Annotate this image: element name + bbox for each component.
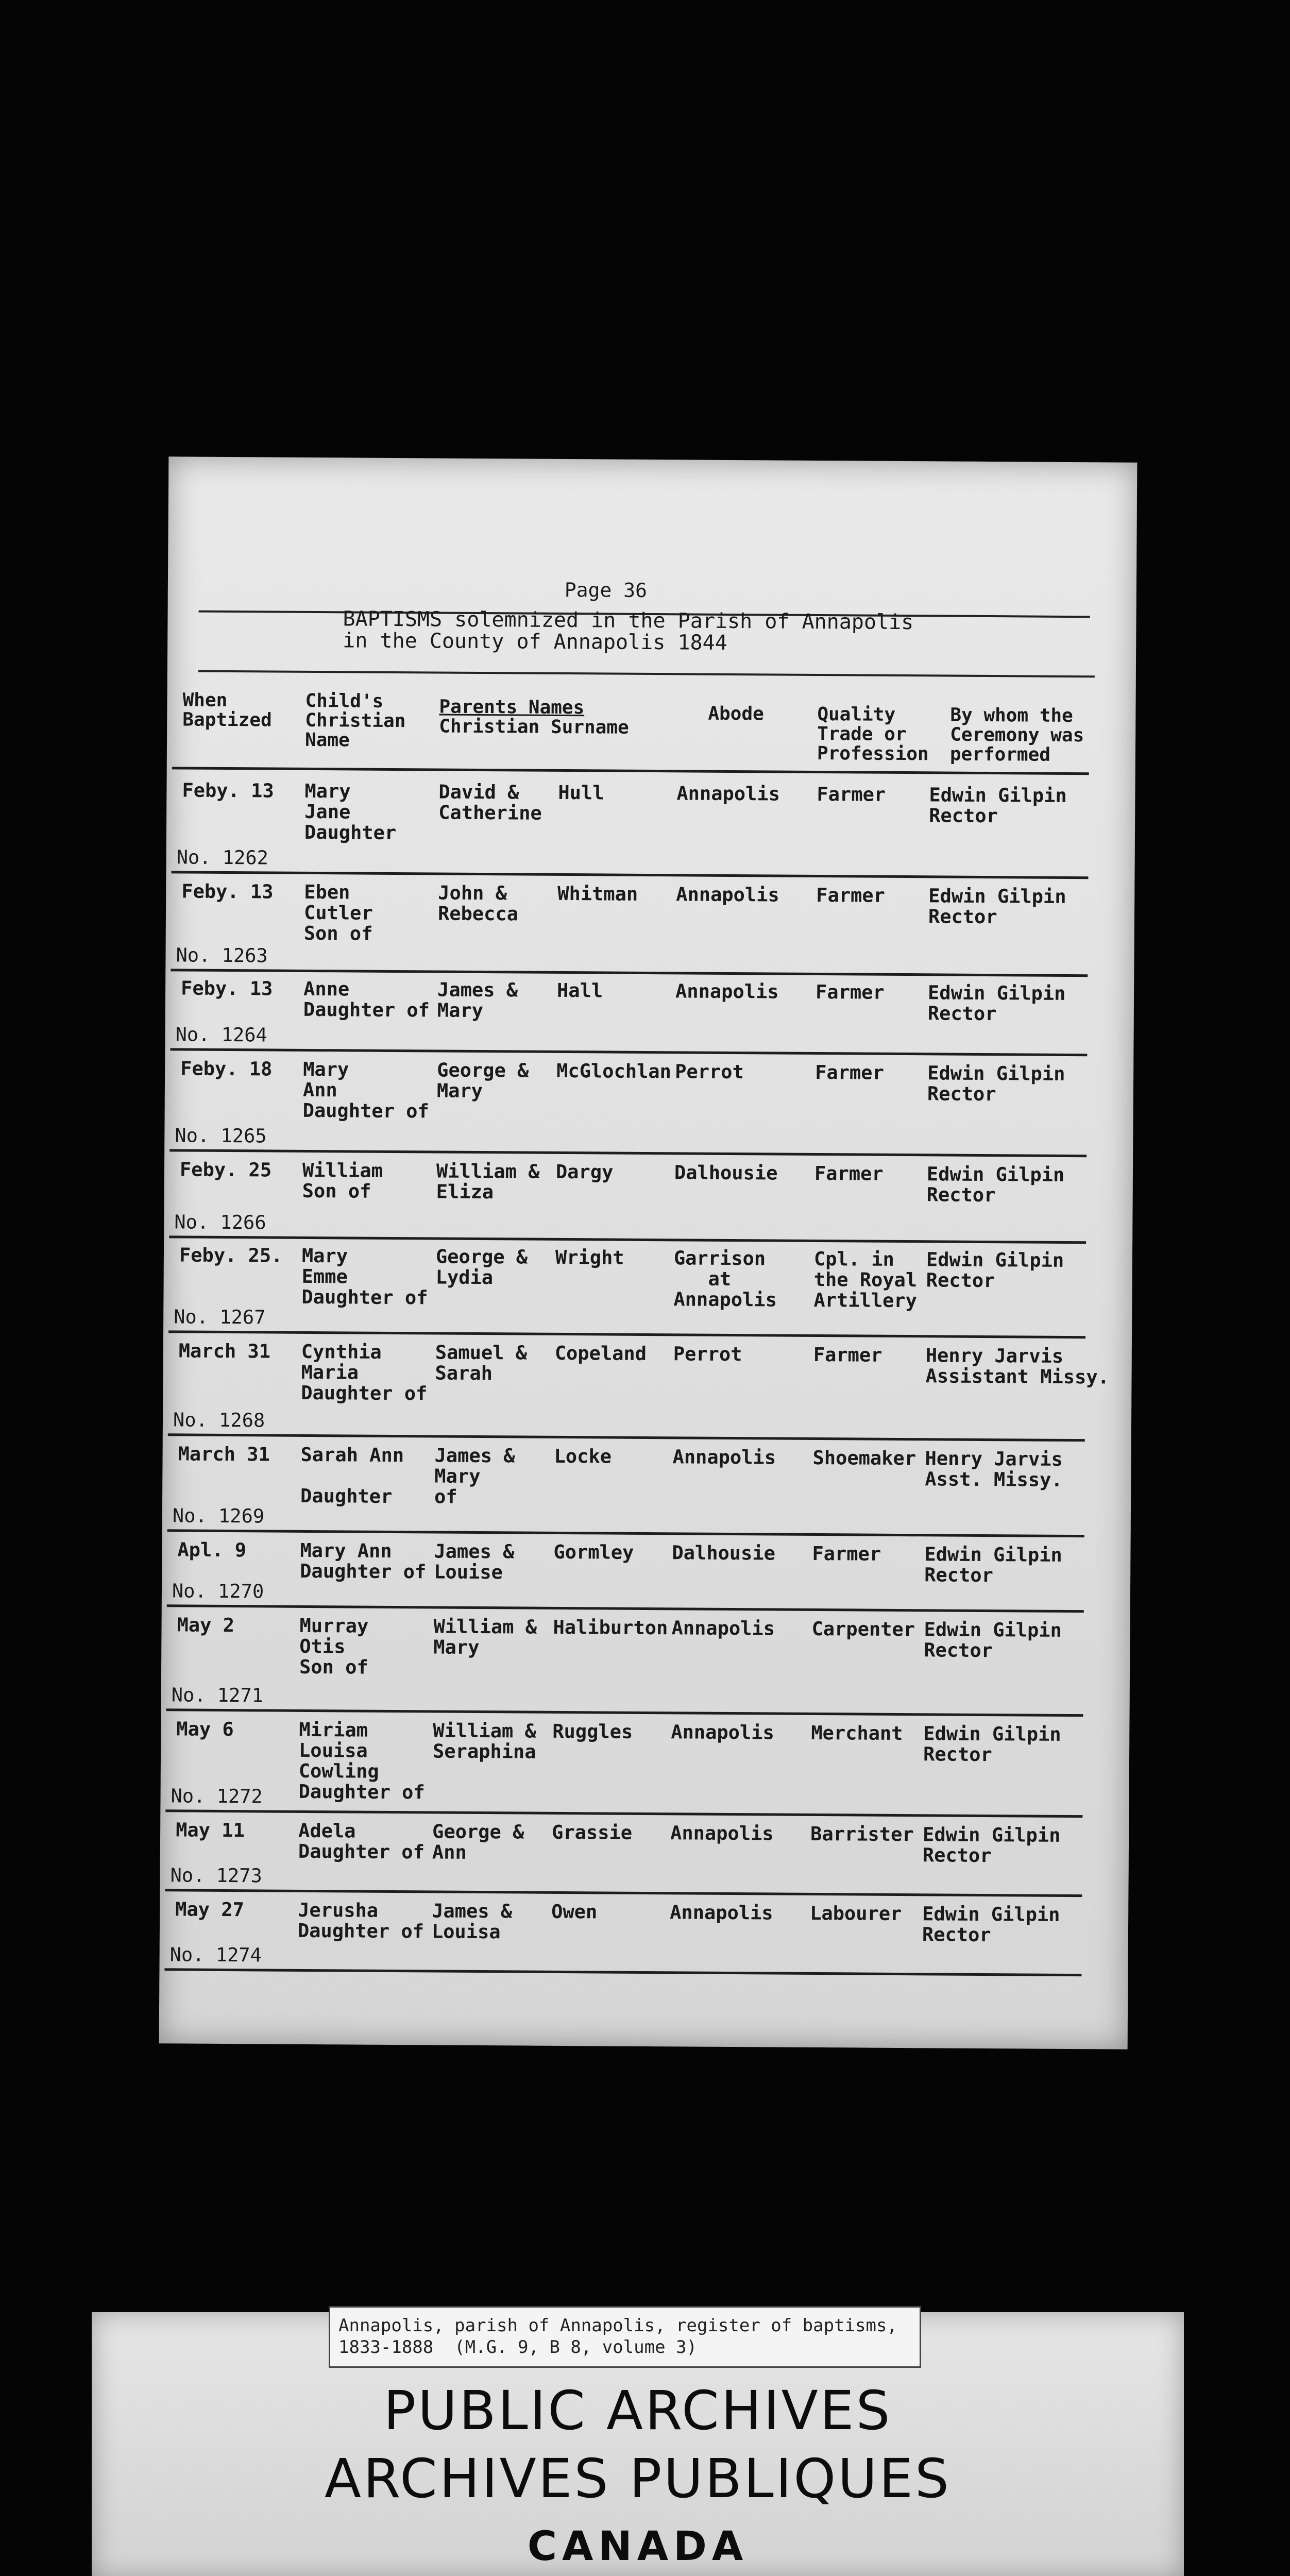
entry-surname: Whitman: [557, 882, 638, 905]
canada-heading: CANADA: [527, 2523, 749, 2570]
entry-number: No. 1271: [171, 1684, 264, 1707]
entry-surname: Copeland: [554, 1342, 647, 1365]
archives-label-card: [92, 2312, 1184, 2576]
entry-date: Apl. 9: [177, 1538, 247, 1562]
entry-abode: Annapolis: [672, 1446, 776, 1469]
header-child-name: Child's Christian Name: [304, 690, 406, 751]
entry-child-name: Adela Daughter of: [298, 1819, 425, 1863]
entry-parents: George & Mary: [436, 1059, 529, 1103]
entry-date: Feby. 18: [180, 1057, 273, 1080]
entry-parents: George & Lydia: [435, 1245, 528, 1289]
entry-child-name: Mary Emme Daughter of: [301, 1244, 428, 1309]
entry-quality: Labourer: [810, 1902, 902, 1925]
row-divider: [171, 871, 1088, 879]
entry-child-name: Sarah Ann Daughter: [300, 1443, 404, 1507]
entry-quality: Merchant: [811, 1721, 903, 1745]
entry-quality: Carpenter: [811, 1617, 915, 1641]
entry-abode: Annapolis: [671, 1721, 774, 1744]
title-line-1: BAPTISMS solemnized in the Parish of Annapolis: [343, 607, 914, 635]
row-divider: [168, 1433, 1085, 1442]
entry-abode: Annapolis: [671, 1617, 775, 1640]
register-title: [343, 608, 913, 655]
entry-date: May 11: [176, 1819, 245, 1842]
row-divider: [169, 1149, 1087, 1157]
entry-child-name: Eben Cutler Son of: [303, 880, 373, 945]
entry-number: No. 1272: [171, 1785, 263, 1808]
entry-officiant: Edwin Gilpin Rector: [927, 981, 1066, 1025]
entry-date: May 2: [177, 1614, 235, 1637]
row-divider: [171, 969, 1088, 977]
entry-quality: Farmer: [814, 1162, 884, 1185]
row-divider: [167, 1529, 1084, 1537]
entry-quality: Farmer: [812, 1542, 881, 1565]
title-line-2: in the County of Annapolis 1844: [343, 629, 727, 655]
row-divider: [170, 1048, 1087, 1056]
entry-date: Feby. 13: [182, 779, 274, 802]
entry-officiant: Edwin Gilpin Rector: [928, 885, 1066, 928]
archives-publiques-heading: ARCHIVES PUBLIQUES: [324, 2447, 952, 2510]
entry-number: No. 1267: [174, 1306, 266, 1329]
entry-number: No. 1273: [170, 1864, 262, 1887]
entry-number: No. 1263: [176, 944, 268, 967]
register-page: [159, 456, 1138, 2049]
entry-parents: James & Louise: [434, 1540, 515, 1584]
entry-quality: Farmer: [817, 783, 886, 806]
entry-date: March 31: [178, 1340, 271, 1363]
entry-child-name: Mary Jane Daughter: [304, 779, 397, 844]
header-when-baptized: When Baptized: [182, 689, 272, 731]
entry-surname: Hull: [558, 781, 604, 804]
entry-parents: John & Rebecca: [437, 882, 519, 925]
entry-abode: Annapolis: [675, 980, 779, 1003]
entry-surname: Grassie: [551, 1821, 633, 1844]
entry-child-name: Miriam Louisa Cowling Daughter of: [298, 1718, 425, 1804]
page-number: Page 36: [564, 578, 648, 602]
entry-quality: Farmer: [813, 1343, 882, 1366]
entry-number: No. 1268: [173, 1409, 265, 1432]
entry-surname: Locke: [554, 1445, 612, 1468]
entry-date: March 31: [178, 1443, 270, 1466]
entry-quality: Cpl. in the Royal Artillery: [813, 1247, 918, 1312]
entry-parents: James & Louisa: [431, 1900, 513, 1943]
entry-number: No. 1262: [176, 846, 269, 869]
entry-parents: George & Ann: [432, 1820, 524, 1863]
entry-parents: James & Mary: [437, 978, 518, 1022]
entry-officiant: Edwin Gilpin Rector: [923, 1722, 1061, 1766]
entry-child-name: Mary Ann Daughter of: [300, 1539, 427, 1583]
entry-quality: Barrister: [810, 1822, 914, 1846]
entry-officiant: Henry Jarvis Assistant Missy.: [925, 1344, 1110, 1388]
entry-surname: McGlochlan: [556, 1059, 672, 1083]
entry-officiant: Edwin Gilpin Rector: [926, 1163, 1065, 1207]
entry-officiant: Edwin Gilpin Rector: [924, 1618, 1062, 1662]
reference-line-2: 1833-1888 (M.G. 9, B 8, volume 3): [338, 2337, 697, 2358]
entry-surname: Hall: [556, 979, 603, 1002]
entry-abode: Perrot: [675, 1060, 744, 1083]
row-divider: [167, 1604, 1084, 1613]
entry-date: May 27: [175, 1898, 244, 1921]
entry-abode: Annapolis: [670, 1901, 773, 1924]
row-divider: [165, 1809, 1082, 1818]
entry-quality: Shoemaker: [812, 1446, 916, 1470]
row-divider: [164, 1968, 1081, 1976]
entry-parents: William & Mary: [433, 1615, 537, 1659]
entry-date: Feby. 25: [179, 1158, 272, 1181]
entry-surname: Wright: [555, 1246, 624, 1269]
entry-abode: Dalhousie: [672, 1541, 776, 1565]
entry-abode: Annapolis: [676, 883, 779, 906]
entry-officiant: Edwin Gilpin Rector: [924, 1543, 1062, 1587]
entry-surname: Haliburton: [553, 1616, 668, 1639]
header-by-whom: By whom the Ceremony was performed: [949, 704, 1084, 766]
entry-surname: Gormley: [553, 1540, 634, 1564]
entry-abode: Perrot: [673, 1343, 742, 1366]
entry-parents: William & Seraphina: [432, 1719, 536, 1763]
entry-quality: Farmer: [816, 884, 886, 907]
entry-parents: David & Catherine: [438, 781, 542, 824]
entry-number: No. 1274: [169, 1943, 262, 1967]
row-divider: [166, 1708, 1083, 1717]
entry-date: Feby. 13: [181, 880, 274, 903]
entry-abode: Garrison at Annapolis: [673, 1247, 777, 1311]
entry-abode: Annapolis: [670, 1822, 774, 1845]
entry-officiant: Edwin Gilpin Rector: [922, 1903, 1060, 1946]
header-rule: [172, 767, 1089, 775]
entry-quality: Farmer: [815, 1061, 884, 1084]
entry-number: No. 1265: [175, 1124, 267, 1147]
entry-officiant: Edwin Gilpin Rector: [926, 1248, 1064, 1292]
entry-surname: Ruggles: [552, 1720, 633, 1743]
entry-date: Feby. 13: [180, 977, 273, 1000]
collection-reference: [329, 2306, 921, 2368]
reference-line-1: Annapolis, parish of Annapolis, register of baptisms,: [338, 2315, 897, 2336]
entry-date: Feby. 25.: [179, 1244, 283, 1267]
header-quality: Quality Trade or Profession: [817, 703, 929, 765]
entry-officiant: Edwin Gilpin Rector: [927, 1062, 1065, 1106]
header-abode: Abode: [708, 703, 764, 725]
public-archives-heading: PUBLIC ARCHIVES: [383, 2379, 892, 2442]
row-divider: [165, 1889, 1082, 1897]
entry-abode: Dalhousie: [674, 1161, 778, 1184]
entry-officiant: Edwin Gilpin Rector: [922, 1823, 1061, 1867]
entry-child-name: Mary Ann Daughter of: [302, 1058, 429, 1123]
entry-officiant: Henry Jarvis Asst. Missy.: [925, 1447, 1063, 1491]
entry-parents: James & Mary of: [434, 1444, 515, 1508]
row-divider: [168, 1330, 1085, 1338]
entry-officiant: Edwin Gilpin Rector: [929, 784, 1067, 827]
entry-number: No. 1270: [172, 1580, 264, 1603]
entry-parents: William & Eliza: [436, 1160, 540, 1204]
entry-abode: Annapolis: [676, 782, 780, 805]
entry-number: No. 1264: [175, 1023, 267, 1046]
header-christian-surname: Christian Surname: [439, 716, 629, 738]
entry-child-name: Cynthia Maria Daughter of: [301, 1340, 428, 1405]
entry-number: No. 1266: [174, 1211, 266, 1234]
entry-child-name: Jerusha Daughter of: [297, 1899, 425, 1943]
entry-child-name: William Son of: [302, 1159, 383, 1202]
title-rule: [198, 670, 1095, 678]
entry-child-name: Anne Daughter of: [303, 977, 430, 1022]
entry-parents: Samuel & Sarah: [435, 1341, 528, 1385]
entry-number: No. 1269: [172, 1504, 265, 1528]
entry-date: May 6: [176, 1718, 234, 1741]
entry-surname: Owen: [551, 1900, 598, 1923]
entry-child-name: Murray Otis Son of: [299, 1614, 369, 1679]
header-parents-names: Parents Names: [439, 696, 585, 719]
entry-quality: Farmer: [815, 980, 885, 1004]
row-divider: [169, 1235, 1086, 1244]
entry-surname: Dargy: [555, 1160, 614, 1183]
